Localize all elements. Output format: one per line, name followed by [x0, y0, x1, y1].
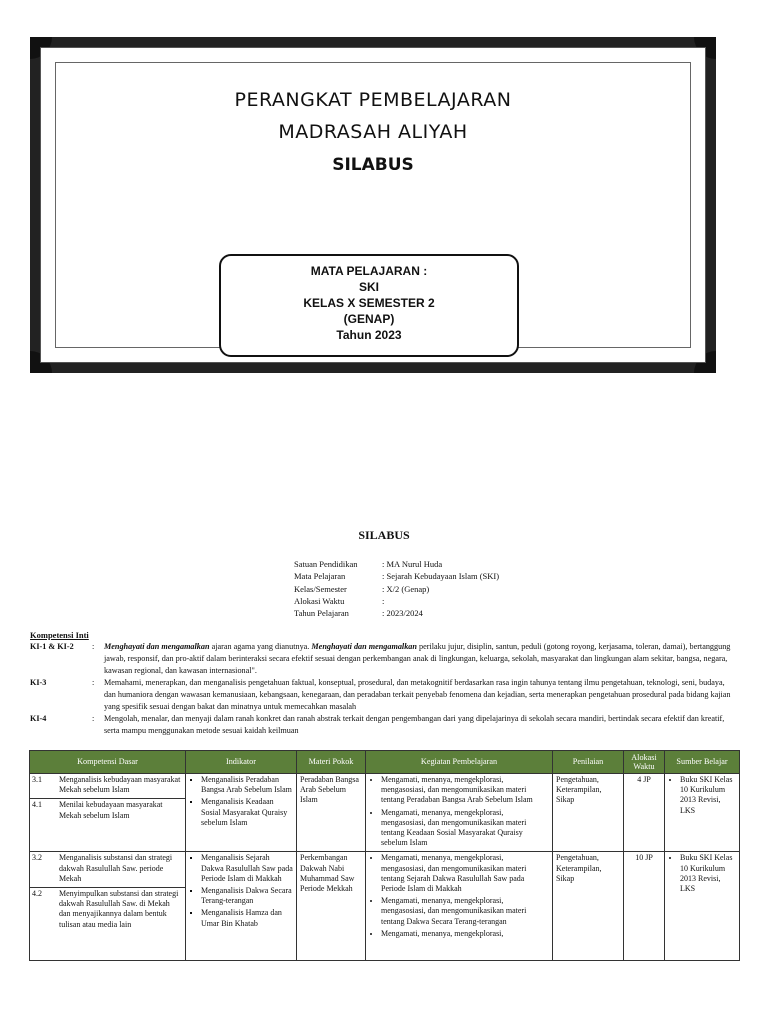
identity-row — [294, 607, 499, 619]
identity-block — [294, 558, 499, 619]
identity-row — [294, 583, 499, 595]
ki-text — [104, 641, 738, 678]
kd-cell — [30, 852, 186, 961]
table-row — [30, 774, 740, 852]
kegiatan-cell — [366, 852, 553, 961]
materi-cell: Perkembangan Dakwah Nabi Muhammad Saw Periode Mekkah — [297, 852, 366, 961]
table-header-row — [30, 751, 740, 774]
kd-text: Menganalisis substansi dan strategi dakwah Rasulullah Saw. periode Mekah — [59, 853, 173, 883]
kd-item — [30, 798, 185, 823]
identity-value: : 2023/2024 — [382, 608, 423, 619]
kd-number: 3.1 — [32, 775, 42, 784]
penilaian-cell: Pengetahuan, Keterampilan, Sikap — [553, 852, 624, 961]
sumber-item: • Buku SKI Kelas 10 Kurikulum 2013 Revisi, LKS — [680, 853, 736, 894]
ki-emphasis: Menghayati dan mengamalkan — [311, 642, 417, 651]
subject-box — [219, 254, 519, 357]
identity-row — [294, 558, 499, 570]
column-header: Indikator — [186, 751, 297, 774]
cover-title-line2: MADRASAH ALIYAH — [278, 121, 468, 143]
identity-label: Tahun Pelajaran — [294, 608, 349, 619]
penilaian-cell: Pengetahuan, Keterampilan, Sikap — [553, 774, 624, 852]
kd-item — [30, 774, 185, 798]
column-header: Alokasi Waktu — [624, 751, 665, 774]
column-header: Sumber Belajar — [665, 751, 740, 774]
kegiatan-item: • Mengamati, menanya, mengekplorasi, — [381, 929, 549, 939]
ki-text: Memahami, menerapkan, dan menganalisis pengetahuan faktual, konseptual, prosedural, dan metakognitif berdasarkan rasa ingin tahunya tentang ilmu pengetahuan, teknologi, seni, budaya, dan humaniora dengan wawasan kemanusiaan, kebangsaan, kenegaraan, dan peradaban terkait penyebab fenomena dan kejadian, serta menerapkan pengetahuan prosedural pada bidang kajian yang spesifik sesuai dengan bakat dan minatnya untuk memecahkan masalah — [104, 678, 731, 712]
ki-colon: : — [92, 642, 95, 651]
sumber-cell — [665, 852, 740, 961]
kegiatan-item: • Mengamati, menanya, mengekplorasi, mengasosiasi, dan mengomunikasikan materi tentang Dakwa Secara Terang-terangan — [381, 896, 549, 927]
ki-text-part: ajaran agama yang dianutnya. — [209, 642, 312, 651]
cover-title-line1: PERANGKAT PEMBELAJARAN — [234, 89, 512, 111]
ki-code: KI-3 — [30, 678, 47, 687]
materi-cell: Peradaban Bangsa Arab Sebelum Islam — [297, 774, 366, 852]
indikator-item: ▪ Menganalisis Peradaban Bangsa Arab Sebelum Islam — [201, 775, 293, 795]
subject-line: SKI — [358, 280, 379, 294]
kegiatan-item: • Mengamati, menanya, mengekplorasi, mengasosiasi, dan mengomunikasikan materi tentang Keadaan Sosial Masyarakat Quraisy sebelum Islam — [381, 808, 549, 849]
kegiatan-cell — [366, 774, 553, 852]
silabus-table — [29, 750, 740, 961]
ki-item — [30, 641, 738, 678]
identity-label: Satuan Pendidikan — [294, 559, 358, 569]
sumber-cell — [665, 774, 740, 852]
ki-item — [30, 677, 738, 714]
subject-line: (GENAP) — [343, 312, 395, 326]
column-header: Penilaian — [553, 751, 624, 774]
kd-number: 4.1 — [32, 800, 42, 810]
ki-item — [30, 713, 738, 737]
kd-item — [30, 887, 185, 933]
ki-code: KI-4 — [30, 714, 47, 723]
identity-label: Kelas/Semester — [294, 583, 347, 594]
identity-label: Alokasi Waktu — [294, 595, 345, 606]
indikator-cell — [186, 852, 297, 961]
identity-row — [294, 570, 499, 582]
kd-number: 4.2 — [32, 889, 42, 899]
subject-line: Tahun 2023 — [336, 328, 402, 342]
identity-value: : Sejarah Kebudayaan Islam (SKI) — [382, 571, 500, 582]
alokasi-cell: 10 JP — [624, 852, 665, 961]
ki-colon: : — [92, 678, 95, 687]
kd-item — [30, 852, 185, 887]
indikator-cell — [186, 774, 297, 852]
table-row — [30, 852, 740, 961]
ki-code: KI-1 & KI-2 — [30, 642, 74, 651]
identity-row — [294, 595, 499, 607]
kd-text: Menyimpulkan substansi dan strategi dakwah Rasulullah Saw. di Mekah dan menyajikannya dalam bentuk tulisan atau media lain — [59, 889, 179, 929]
column-header: Kompetensi Dasar — [30, 751, 186, 774]
kegiatan-item: • Mengamati, menanya, mengekplorasi, mengasosiasi, dan mengomunikasikan materi tentang Sejarah Dakwa Rasulullah Saw pada Periode Islam di Makkah — [381, 853, 549, 894]
indikator-item: ▪ Menganalisis Keadaan Sosial Masyarakat Quraisy sebelum Islam — [201, 797, 293, 828]
subject-line: KELAS X SEMESTER 2 — [303, 296, 435, 310]
ki-emphasis: Menghayati dan mengamalkan — [104, 642, 210, 651]
ki-heading: Kompetensi Inti — [30, 630, 89, 640]
subject-line: MATA PELAJARAN : — [310, 264, 428, 278]
identity-value: : X/2 (Genap) — [382, 583, 430, 594]
indikator-item: ▪ Menganalisis Hamza dan Umar Bin Khatab — [201, 908, 293, 928]
ki-text: Mengolah, menalar, dan menyaji dalam ranah konkret dan ranah abstrak terkait dengan pengembangan dari yang dipelajarinya di sekolah secara mandiri, bertindak secara efektif dan kreatif, serta mampu menggunakan metode sesuai kaidah keilmuan — [104, 714, 725, 736]
kd-text: Menganalisis kebudayaan masyarakat Mekah sebelum Islam — [59, 775, 181, 795]
identity-value: : — [382, 595, 385, 606]
column-header: Kegiatan Pembelajaran — [366, 751, 553, 774]
indikator-item: ▪ Menganalisis Sejarah Dakwa Rasulullah Saw pada Periode Islam di Makkah — [201, 853, 293, 884]
indikator-item: ▪ Menganalisis Dakwa Secara Terang-terangan — [201, 886, 293, 906]
ki-text-part: perilaku jujur, disiplin, santun, peduli (gotong royong, kerjasama, toleran, damai), bertanggung jawab, responsif, dan pro-aktif dalam berinteraksi secara efektif sesuai dengan perkembangan anak di lingkungan, keluarga, sekolah, masyarakat dan lingkungan alam sekitar, bangsa, negara, kawasan regional, dan kawasan internasional". — [104, 642, 731, 676]
cover-page — [30, 37, 716, 373]
identity-value: : MA Nurul Huda — [382, 559, 443, 569]
kd-number: 3.2 — [32, 853, 42, 863]
identity-label: Mata Pelajaran — [294, 571, 346, 582]
alokasi-cell: 4 JP — [624, 774, 665, 852]
sumber-item: • Buku SKI Kelas 10 Kurikulum 2013 Revisi, LKS — [680, 775, 736, 816]
ki-colon: : — [92, 714, 95, 723]
kd-text: Menilai kebudayaan masyarakat Mekah sebelum Islam — [59, 800, 163, 820]
kd-cell — [30, 774, 186, 852]
column-header: Materi Pokok — [297, 751, 366, 774]
silabus-title: SILABUS — [358, 528, 410, 542]
cover-title-line3: SILABUS — [332, 155, 414, 175]
kegiatan-item: • Mengamati, menanya, mengekplorasi, mengasosiasi, dan mengomunikasikan materi tentang Peradaban Bangsa Arab Sebelum Islam — [381, 775, 549, 806]
